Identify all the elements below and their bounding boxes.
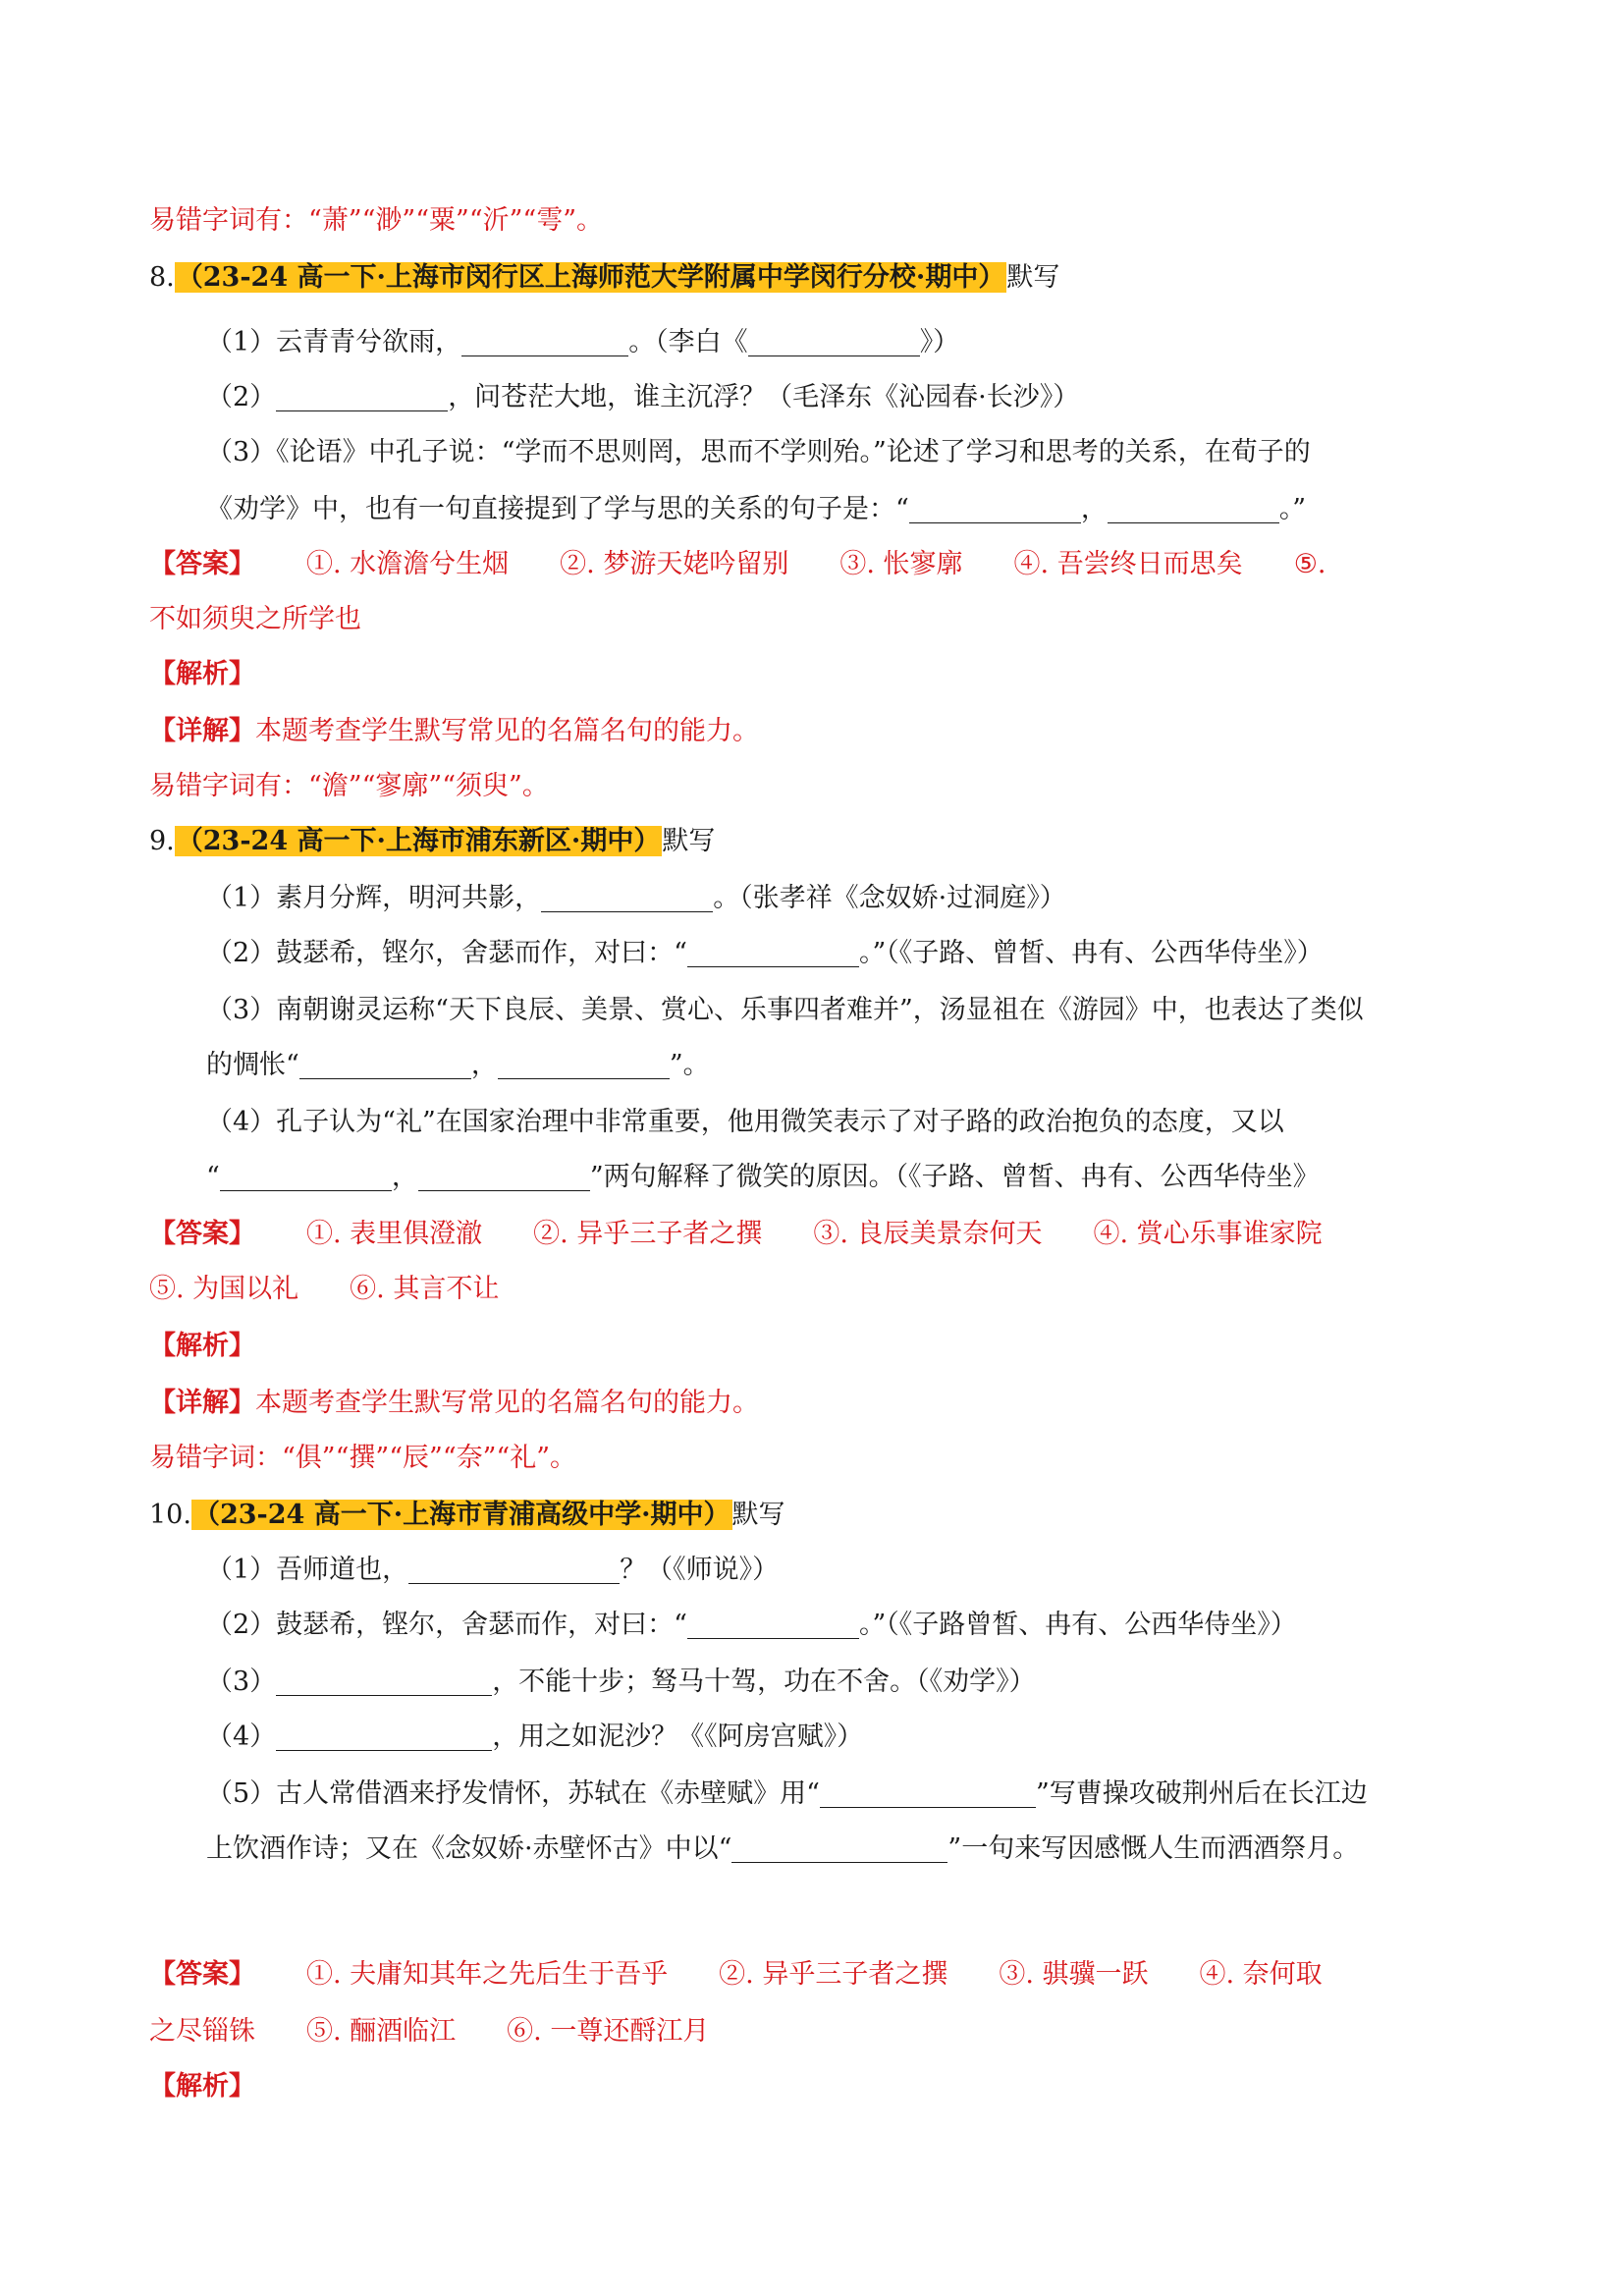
q10-answer-line2 bbox=[149, 2013, 709, 2050]
q10-item5-text-d: ”一句来写因感慨人生而洒酒祭月。 bbox=[947, 1833, 1360, 1864]
q10-item5-text-b: ”写曹操攻破荆州后在长江边 bbox=[1035, 1778, 1368, 1809]
q10-item2-text-a: （2）鼓瑟希，铿尔，舍瑟而作，对曰：“ bbox=[206, 1610, 687, 1640]
q8-item1-text-c: 》） bbox=[919, 327, 960, 357]
q8-number: 8. bbox=[149, 262, 175, 293]
q9-item3-text-a: 的惆怅“ bbox=[206, 1050, 299, 1080]
q9-item4-blank-1 bbox=[220, 1161, 392, 1191]
q8-item1-blank-1 bbox=[461, 326, 628, 356]
q8-analysis-label: 【解析】 bbox=[149, 659, 255, 689]
q9-item4-line1: （4）孔子认为“礼”在国家治理中非常重要，他用微笑表示了对子路的政治抱负的态度，又以 bbox=[206, 1107, 1284, 1137]
q10-item5-text-a: （5）古人常借酒来抒发情怀，苏轼在《赤壁赋》用“ bbox=[206, 1778, 820, 1809]
q10-item5-line2 bbox=[206, 1831, 1359, 1868]
q10-item4-text-b: ，用之如泥沙？《《阿房宫赋》） bbox=[492, 1722, 864, 1752]
q9-answer-label: 【答案】 bbox=[149, 1219, 255, 1249]
q9-detail bbox=[149, 1385, 759, 1422]
q9-answer-3: ③. 良辰美景奈何天 bbox=[813, 1219, 1043, 1249]
q9-item3-line1: （3）南朝谢灵运称“天下良辰、美景、赏心、乐事四者难并”，汤显祖在《游园》中，也表达了类似 bbox=[206, 995, 1364, 1025]
q8-answer-label: 【答案】 bbox=[149, 549, 255, 579]
q10-item4-blank bbox=[276, 1721, 492, 1751]
q9-item3-blank-2 bbox=[498, 1049, 670, 1079]
q9-header bbox=[149, 823, 715, 860]
q9-answer-4: ④. 赏心乐事谁家院 bbox=[1093, 1219, 1323, 1249]
q8-answer-line2: 不如须臾之所学也 bbox=[149, 604, 361, 634]
q8-source-highlight: （23-24 高一下·上海市闵行区上海师范大学附属中学闵行分校·期中） bbox=[176, 262, 1005, 293]
q9-item2-text-a: （2）鼓瑟希，铿尔，舍瑟而作，对曰：“ bbox=[206, 938, 687, 968]
q8-answer-3: ③. 怅寥廓 bbox=[839, 549, 963, 579]
q10-answer-label: 【答案】 bbox=[149, 1959, 255, 1990]
q9-item2 bbox=[206, 935, 1324, 972]
q10-answer-2: ②. 异乎三子者之撰 bbox=[719, 1959, 948, 1990]
q8-answer-line1 bbox=[149, 546, 1325, 583]
q8-item3-line1: （3）《论语》中孔子说：“学而不思则罔，思而不学则殆。”论述了学习和思考的关系，在荀子的 bbox=[206, 437, 1311, 467]
q10-header bbox=[149, 1497, 785, 1534]
q9-analysis-label: 【解析】 bbox=[149, 1331, 255, 1361]
q8-header bbox=[149, 259, 1059, 297]
q9-answer-6: ⑥. 其言不让 bbox=[350, 1274, 500, 1304]
q9-item1-text-b: 。（张孝祥《念奴娇·过洞庭》） bbox=[713, 883, 1066, 913]
q9-item3-text-c: ”。 bbox=[669, 1050, 710, 1080]
q8-item2-text-a: （2） bbox=[206, 382, 277, 412]
q8-type: 默写 bbox=[1006, 262, 1060, 293]
q9-item4-blank-2 bbox=[418, 1161, 590, 1191]
q8-answer-1: ①. 水澹澹兮生烟 bbox=[306, 549, 510, 579]
q9-answer-5: ⑤. 为国以礼 bbox=[149, 1274, 299, 1304]
q10-item1-blank bbox=[408, 1554, 620, 1584]
q10-item5-line1 bbox=[206, 1776, 1368, 1813]
q9-item4-text-a: “ bbox=[206, 1162, 220, 1192]
q10-item5-text-c: 上饮酒作诗；又在《念奴娇·赤壁怀古》中以“ bbox=[206, 1833, 732, 1864]
q10-item2 bbox=[206, 1607, 1297, 1644]
q9-item2-blank bbox=[687, 937, 859, 967]
q10-analysis-label: 【解析】 bbox=[149, 2071, 255, 2102]
q8-item3-blank-1 bbox=[909, 493, 1081, 523]
q8-item3-line2 bbox=[206, 491, 1306, 528]
q9-item4-text-c: ”两句解释了微笑的原因。（《子路、曾皙、冉有、公西华侍坐》 bbox=[589, 1162, 1320, 1192]
q10-item3 bbox=[206, 1664, 1036, 1701]
q9-item1 bbox=[206, 880, 1066, 917]
q9-answer-line1 bbox=[149, 1216, 1323, 1253]
q7-error-words: 易错字词有：“萧”“渺”“粟”“沂”“雩”。 bbox=[149, 205, 604, 236]
q8-item3-text-c: 。” bbox=[1278, 494, 1307, 524]
q10-answer-4: ④. 奈何取 bbox=[1199, 1959, 1323, 1990]
q10-number: 10. bbox=[149, 1500, 191, 1530]
q8-answer-4: ④. 吾尝终日而思矣 bbox=[1013, 549, 1243, 579]
q9-item3-text-b: ， bbox=[470, 1050, 498, 1080]
q9-item4-text-b: ， bbox=[391, 1162, 418, 1192]
q8-item1 bbox=[206, 324, 959, 361]
q9-type: 默写 bbox=[662, 826, 716, 856]
q10-item2-text-b: 。”（《子路曾皙、冉有、公西华侍坐》） bbox=[858, 1610, 1297, 1640]
q10-item4 bbox=[206, 1719, 863, 1756]
q8-item1-text-a: （1）云青青兮欲雨， bbox=[206, 327, 462, 357]
q10-type: 默写 bbox=[731, 1500, 785, 1530]
q9-item3-blank-1 bbox=[299, 1049, 471, 1079]
q8-item2-text-b: ，问苍茫大地，谁主沉浮？（毛泽东《沁园春·长沙》） bbox=[448, 382, 1080, 412]
q9-item3-line2 bbox=[206, 1047, 710, 1084]
q9-detail-text: 本题考查学生默写常见的名篇名句的能力。 bbox=[255, 1388, 759, 1418]
q10-item4-text-a: （4） bbox=[206, 1722, 277, 1752]
q8-item2 bbox=[206, 379, 1079, 416]
q10-answer-5: ⑤. 酾酒临江 bbox=[306, 2016, 457, 2047]
q10-answer-4-cont: 之尽锱铢 bbox=[149, 2016, 255, 2047]
q10-item1-text-b: ？（《师说》） bbox=[620, 1555, 780, 1585]
q8-detail-label: 【详解】 bbox=[149, 716, 255, 746]
q9-answer-1: ①. 表里俱澄澈 bbox=[306, 1219, 483, 1249]
q8-answer-5: ⑤. bbox=[1293, 549, 1326, 579]
q10-item5-blank-1 bbox=[820, 1777, 1036, 1808]
q8-item3-text-b: ， bbox=[1080, 494, 1108, 524]
q10-item1-text-a: （1）吾师道也， bbox=[206, 1555, 409, 1585]
q8-item1-blank-2 bbox=[748, 326, 920, 356]
q8-detail-text: 本题考查学生默写常见的名篇名句的能力。 bbox=[255, 716, 759, 746]
q8-item3-text-a: 《劝学》中，也有一句直接提到了学与思的关系的句子是：“ bbox=[206, 494, 909, 524]
q10-answer-3: ③. 骐骥一跃 bbox=[999, 1959, 1149, 1990]
q9-item1-blank bbox=[541, 882, 713, 912]
q10-item5-blank-2 bbox=[731, 1832, 947, 1863]
q8-answer-2: ②. 梦游天姥吟留别 bbox=[560, 549, 789, 579]
q9-item2-text-b: 。”（《子路、曾皙、冉有、公西华侍坐》） bbox=[858, 938, 1324, 968]
q8-item2-blank bbox=[276, 381, 448, 411]
q9-item4-line2 bbox=[206, 1159, 1320, 1196]
q9-error-words: 易错字词：“俱”“撰”“辰”“奈”“礼”。 bbox=[149, 1443, 577, 1473]
q10-item3-blank bbox=[276, 1666, 492, 1696]
q10-item2-blank bbox=[687, 1609, 859, 1639]
q10-answer-1: ①. 夫庸知其年之先后生于吾乎 bbox=[306, 1959, 669, 1990]
q8-error-words: 易错字词有：“澹”“寥廓”“须臾”。 bbox=[149, 771, 549, 801]
q9-detail-label: 【详解】 bbox=[149, 1388, 255, 1418]
q9-answer-line2 bbox=[149, 1271, 499, 1308]
q10-item3-text-a: （3） bbox=[206, 1667, 277, 1697]
q9-number: 9. bbox=[149, 826, 175, 856]
q8-item1-text-b: 。（李白《 bbox=[628, 327, 748, 357]
q8-item3-blank-2 bbox=[1108, 493, 1279, 523]
q9-item1-text-a: （1）素月分辉，明河共影， bbox=[206, 883, 542, 913]
q10-item1 bbox=[206, 1552, 779, 1589]
q9-answer-2: ②. 异乎三子者之撰 bbox=[533, 1219, 763, 1249]
q10-item3-text-b: ，不能十步；驽马十驾，功在不舍。（《劝学》） bbox=[492, 1667, 1036, 1697]
q10-source-highlight: （23-24 高一下·上海市青浦高级中学·期中） bbox=[192, 1500, 730, 1530]
q10-answer-6: ⑥. 一尊还酹江月 bbox=[507, 2016, 710, 2047]
q8-detail bbox=[149, 713, 759, 750]
q9-source-highlight: （23-24 高一下·上海市浦东新区·期中） bbox=[176, 826, 661, 856]
q10-answer-line1 bbox=[149, 1956, 1323, 1994]
